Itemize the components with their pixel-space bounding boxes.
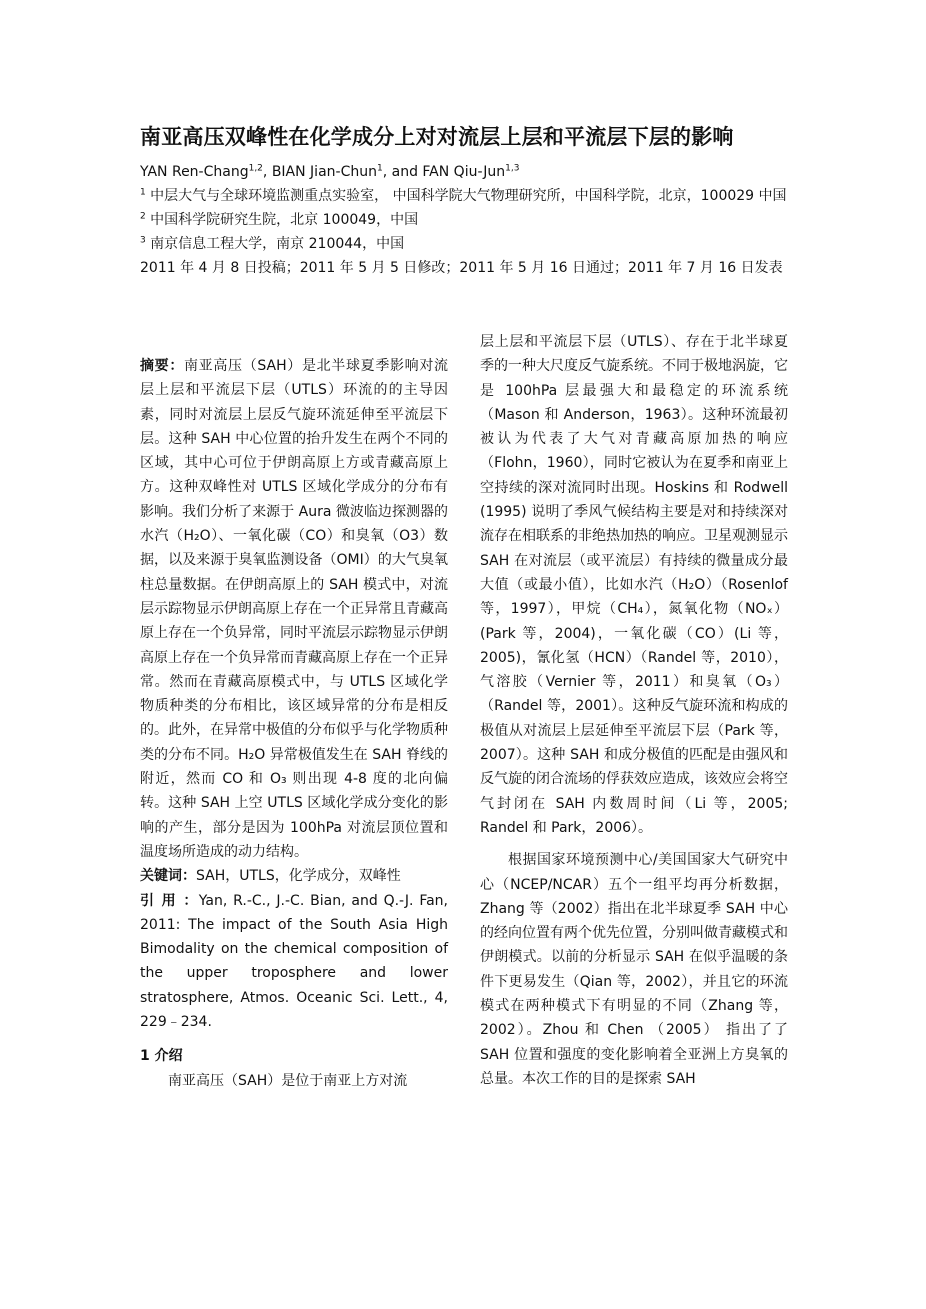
keywords-text: SAH，UTLS，化学成分，双峰性 (196, 868, 401, 885)
author-line (140, 160, 790, 184)
affiliation-2-text: 中国科学院研究生院，北京 100049，中国 (145, 212, 419, 228)
affiliation-3-sup: 3 (140, 235, 146, 246)
citation (140, 889, 448, 1035)
author-bian-sup: 1 (376, 163, 383, 174)
affiliation-3 (140, 232, 790, 256)
affiliation-2 (140, 208, 790, 232)
abstract-text: 南亚高压（SAH）是北半球夏季影响对流层上层和平流层下层（UTLS）环流的的主导因素，同时对流层上层反气旋环流延伸至平流层下层。这种 SAH 中心位置的抬升发生在两个不同的区域，其中心可位于伊朗高原上方或青藏高原上方。这种双峰性对 UTLS 区域化学成分的分布有影响。我们分析了来源于 Aura 微波临边探测器的水汽（H₂O）、一氧化碳（CO）和臭氧（O3）数据，以及来源于臭氧监测设备（OMI）的大气臭氧柱总量数据。在伊朗高原上的 SAH 模式中，对流层示踪物显示伊朗高原上存在一个正异常且青藏高原上存在一个负异常，同时平流层示踪物显示伊朗高原上存在一个负异常而青藏高原上存在一个正异常。然而在青藏高原模式中，与 UTLS 区域化学物质种类的分布相比，该区域异常的分布是相反的。此外，在异常中极值的分布似乎与化学物质种类的分布不同。H₂O 异常极值发生在 SAH 脊线的附近，然而 CO 和 O₃ 则出现 4-8 度的北向偏转。这种 SAH 上空 UTLS 区域化学成分变化的影响的产生，部分是因为 100hPa 对流层顶位置和温度场所造成的动力结构。 (140, 358, 449, 860)
citation-text: Yan, R.-C., J.-C. Bian, and Q.-J. Fan, 2011: The impact of the South Asia High Bimodality on the chemical composition of the upper troposphere and lower stratosphere, Atmos. Oceanic Sci. Lett., 4, 229﹣234. (140, 892, 448, 1031)
abstract-label: 摘要： (140, 358, 185, 374)
author-fan-sup: 1,3 (505, 163, 520, 174)
publication-dates: 2011 年 4 月 8 日投稿；2011 年 5 月 5 日修改；2011 年 5 月 16 日通过；2011 年 7 月 16 日发表 (140, 260, 783, 276)
paper-header (140, 160, 790, 280)
intro-paragraph-2: 根据国家环境预测中心/美国国家大气研究中心（NCEP/NCAR）五个一组平均再分析数据，Zhang 等（2002）指出在北半球夏季 SAH 中心的经向位置有两个优先位置，分别叫做青藏模式和伊朗模式。以前的分析显示 SAH 在似乎温暖的条件下更易发生（Qian 等，2002），并且它的环流模式在两种模式下有明显的不同（Zhang 等，2002）。Zhou 和 Chen （2005） 指出了了 SAH 位置和强度的变化影响着全亚洲上方臭氧的总量。本次工作的目的是探索 SAH (480, 852, 788, 1087)
author-yan: YAN Ren-Chang (140, 164, 249, 180)
intro-paragraph-continued: 层上层和平流层下层（UTLS）、存在于北半球夏季的一种大尺度反气旋系统。不同于极地涡旋，它是 100hPa 层最强大和最稳定的环流系统（Mason 和 Anderson，1963）。这种环流最初被认为代表了大气对青藏高原加热的响应（Flohn，1960），同时它被认为在夏季和南亚上空持续的深对流同时出现。Hoskins 和 Rodwell (1995) 说明了季风气候结构主要是对和持续深对流存在相联系的非绝热加热的响应。卫星观测显示 SAH 在对流层（或平流层）有持续的微量成分最大值（或最小值），比如水汽（H₂O）（Rosenlof 等，1997），甲烷（CH₄），氮氧化物（NOₓ）(Park 等，2004)，一氧化碳（CO）(Li 等，2005)，氰化氢（HCN）（Randel 等，2010），气溶胶（Vernier 等，2011）和臭氧（O₃）（Randel 等，2001）。这种反气旋环流和构成的极值从对流层上层延伸至平流层下层（Park 等，2007）。这种 SAH 和成分极值的匹配是由强风和反气旋的闭合流场的俘获效应造成，该效应会将空气封闭在 SAH 内数周时间（Li 等，2005; Randel 和 Park，2006）。 (480, 334, 788, 836)
citation-label: 引 用 ： (140, 892, 199, 909)
affiliation-2-sup: 2 (140, 211, 146, 222)
affiliation-1-sup: 1 (140, 187, 146, 198)
keywords (140, 864, 448, 888)
left-column (140, 354, 448, 1093)
affiliation-1 (140, 184, 790, 208)
affiliation-1-text: 中层大气与全球环境监测重点实验室， 中国科学院大气物理研究所，中国科学院，北京，100029 中国 (145, 188, 787, 204)
paper-title: 南亚高压双峰性在化学成分上对对流层上层和平流层下层的影响 (140, 125, 734, 149)
affiliation-3-text: 南京信息工程大学，南京 210044，中国 (145, 236, 405, 252)
section-heading-intro: 1 介绍 (140, 1048, 183, 1065)
author-yan-sup: 1,2 (248, 163, 263, 174)
abstract (140, 354, 448, 864)
keywords-label: 关键词： (140, 868, 196, 885)
intro-paragraph-start: 南亚高压（SAH）是位于南亚上方对流 (168, 1072, 408, 1089)
author-bian: , BIAN Jian-Chun (262, 164, 377, 180)
author-fan: , and FAN Qiu-Jun (382, 164, 506, 180)
right-column (480, 330, 788, 1091)
